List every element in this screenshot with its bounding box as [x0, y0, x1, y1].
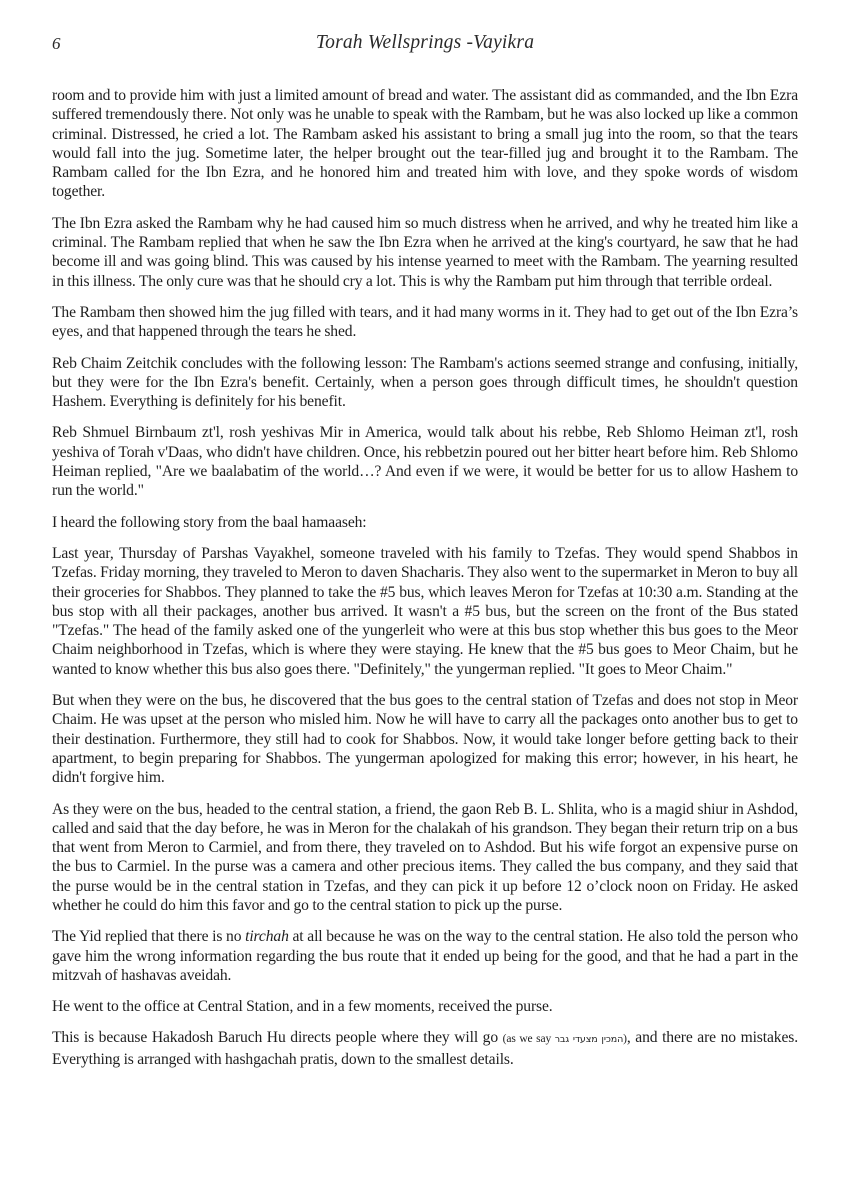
- paragraph: room and to provide him with just a limited amount of bread and water. The assistant did as commanded, and the Ibn Ezra suffered tremendously there. Not only was he unable to speak with the Rambam, but he was also locked up like a common criminal. Distressed, he cried a lot. The Rambam asked his assistant to bring a small jug into the room, so that the tears would fall into the jug. Sometime later, the helper brought out the tear-filled jug and brought it to the Rambam. The Rambam called for the Ibn Ezra, and he honored him and treated him with love, and they spoke words of wisdom together.: [52, 87, 798, 201]
- header-title: Torah Wellsprings -Vayikra: [315, 32, 535, 53]
- aside-text: (as we say: [502, 1033, 555, 1046]
- body-text: [52, 86, 798, 1069]
- paragraph-text: , and there are no mistakes. Everything is arranged with hashgachah pratis, down to the smallest details.: [52, 1029, 798, 1068]
- paragraph-text: This is because Hakadosh Baruch Hu directs people where they will go: [52, 1029, 503, 1047]
- aside-text: ): [623, 1033, 627, 1046]
- paragraph-text: The Yid replied that there is no: [52, 928, 246, 946]
- paragraph: As they were on the bus, headed to the central station, a friend, the gaon Reb B. L. Shlita, who is a magid shiur in Ashdod, called and said that the day before, he was in Meron for the chalakah of his grandson. They began their return trip on a bus that went from Meron to Carmiel, and from there, they traveled on to Ashdod. But his wife forgot an expensive purse on the bus to Carmiel. In the purse was a camera and other precious items. They called the bus company, and they said that the purse would be in the central station in Tzefas, and they can pick it up before 12 o’clock noon on Friday. He asked whether he could do him this favor and go to the central station to pick up the purse.: [52, 800, 798, 914]
- paragraph: Last year, Thursday of Parshas Vayakhel, someone traveled with his family to Tzefas. They would spend Shabbos in Tzefas. Friday morning, they traveled to Meron to daven Shacharis. They also went to the supermarket in Meron to buy all their groceries for Shabbos. They planned to take the #5 bus, which leaves Meron for Tzefas at 10:30 a.m. Standing at the bus stop with all their packages, another bus arrived. It wasn't a #5 bus, but the screen on the front of the Bus stated "Tzefas." The head of the family asked one of the yungerleit who were at this bus stop whether this bus goes to the Meor Chaim neighborhood in Tzefas, which is where they were staying. He knew that the #5 bus goes to Meor Chaim, but he wanted to know whether this bus also goes there. "Definitely," the yungerman replied. "It goes to Meor Chaim.": [52, 544, 798, 678]
- paragraph-text: at all because he was on the way to the central station. He also told the person who gave him the wrong information regarding the bus route that it ended up being for the good, and that he had a part in the mitzvah of hashavas aveidah.: [52, 928, 798, 984]
- page-number: 6: [52, 34, 61, 53]
- paragraph: But when they were on the bus, he discovered that the bus goes to the central station of Tzefas and does not stop in Meor Chaim. He was upset at the person who misled him. Now he will have to carry all the packages onto another bus to get to their destination. Furthermore, they still had to cook for Shabbos. Now, it would take longer before getting back to their apartment, to begin preparing for Shabbos. The yungerman apologized for making this error; however, in his heart, he didn't forgive him.: [52, 692, 798, 787]
- paragraph: [52, 927, 798, 985]
- parenthetical-aside: [503, 1033, 627, 1045]
- paragraph: Reb Chaim Zeitchik concludes with the following lesson: The Rambam's actions seemed strange and confusing, initially, but they were for the Ibn Ezra's benefit. Certainly, when a person goes through difficult times, he shouldn't question Hashem. Everything is definitely for his benefit.: [52, 354, 798, 411]
- running-header: [52, 30, 798, 86]
- paragraph: [52, 1028, 798, 1069]
- paragraph: Reb Shmuel Birnbaum zt'l, rosh yeshivas Mir in America, would talk about his rebbe, Reb Shlomo Heiman zt'l, rosh yeshiva of Torah v'Daas, who didn't have children. Once, his rebbetzin poured out her bitter heart before him. Reb Shlomo Heiman replied, "Are we baalabatim of the world…? And even if we were, it would be better for us to allow Hashem to run the world.": [52, 424, 798, 500]
- italic-term: tirchah: [245, 928, 289, 946]
- paragraph: I heard the following story from the baal hamaaseh:: [52, 513, 367, 531]
- paragraph: The Rambam then showed him the jug filled with tears, and it had many worms in it. They had to get out of the Ibn Ezra’s eyes, and that happened through the tears he shed.: [52, 303, 798, 341]
- paragraph: The Ibn Ezra asked the Rambam why he had caused him so much distress when he arrived, and why he treated him like a criminal. The Rambam replied that when he saw the Ibn Ezra when he arrived at the king's courtyard, he saw that he had become ill and was going blind. This was caused by his intense yearned to meet with the Rambam. The yearning resulted in this illness. The only cure was that he should cry a lot. This is why the Rambam put him through that terrible ordeal.: [52, 214, 798, 290]
- paragraph: He went to the office at Central Station, and in a few moments, received the purse.: [52, 998, 553, 1016]
- document-page: [52, 0, 798, 1081]
- hebrew-quote: המכין מצעדי גבר: [554, 1034, 624, 1046]
